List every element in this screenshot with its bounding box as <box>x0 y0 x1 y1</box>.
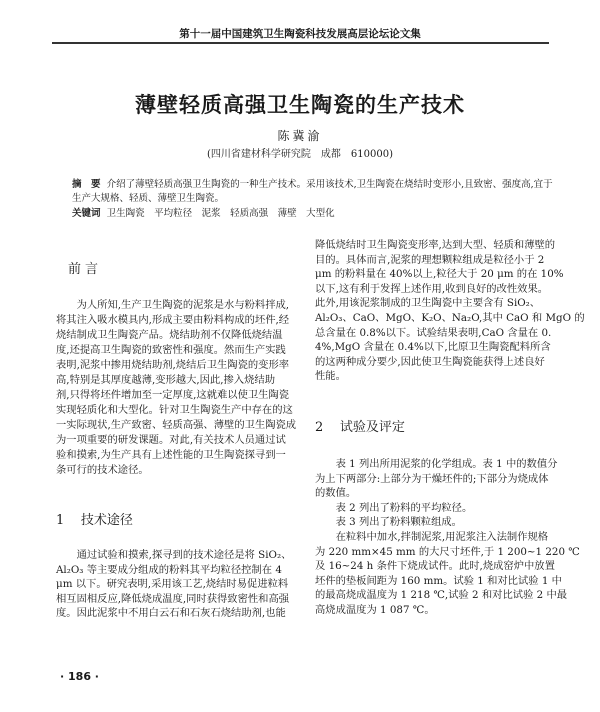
text-line: 为人所知,生产卫生陶瓷的泥浆是水与粉料拌成, <box>56 299 290 311</box>
text-line: 及 16~24 h 条件下烧成试件。此时,烧成窑炉中放置 <box>315 560 555 573</box>
text-line: 4%,MgO 含量在 0.4%以下,比原卫生陶瓷配料所含 <box>315 341 551 354</box>
affiliation: (四川省建材科学研究院 成都 610000) <box>207 149 393 160</box>
text-line: 将其注入吸水模具内,形成主要由粉料构成的坯件,经 <box>56 314 290 326</box>
text-line: 度。因此泥浆中不用白云石和石灰石烧结助剂,也能 <box>56 607 286 619</box>
page-number: · 186 · <box>60 670 99 683</box>
text-line: 的这两种成分要少,因此使卫生陶瓷能获得上述良好 <box>315 355 545 368</box>
section-number: 2 <box>315 420 324 435</box>
left-column <box>56 0 296 712</box>
text-line: 以下,这有利于发挥上述作用,收到良好的改性效果。 <box>315 282 549 295</box>
text-line: 表 1 列出所用泥浆的化学组成。表 1 中的数值分 <box>315 458 558 470</box>
section-heading-1 <box>56 509 133 528</box>
text-line: 剂,只得将坯件增加至一定厚度,这就难以使卫生陶瓷 <box>56 389 290 401</box>
text-line: 表明,泥浆中掺用烧结助剂,烧结后卫生陶瓷的变形率 <box>56 359 290 371</box>
text-line: Al₂O₃ 等主要成分组成的粉料其平均粒径控制在 4 <box>56 563 282 576</box>
text-line: 目的。具体而言,泥浆的理想颗粒组成是粒径小于 2 <box>315 253 545 266</box>
right-column <box>315 0 585 712</box>
text-line: 为一项重要的研发课题。对此,有关技术人员通过试 <box>56 434 286 446</box>
running-header: 第十一届中国建筑卫生陶瓷科技发展高层论坛论文集 <box>179 28 421 40</box>
author: 陈冀渝 <box>277 129 323 143</box>
abstract-label: 摘 要 <box>72 179 101 190</box>
text-line: 降低烧结时卫生陶瓷变形率,达到大型、轻质和薄壁的 <box>315 239 556 251</box>
keywords-text: 卫生陶瓷 平均粒径 泥浆 轻质高强 薄壁 大型化 <box>106 208 335 219</box>
text-line: μm 以下。研究表明,采用该工艺,烧结时易促进粒料 <box>56 578 289 590</box>
keywords-label: 关键词 <box>72 208 101 219</box>
text-line: 此外,用该泥浆制成的卫生陶瓷中主要含有 SiO₂、 <box>315 297 541 310</box>
abstract-text: 介绍了薄壁轻质高强卫生陶瓷的一种生产技术。采用该技术,卫生陶瓷在烧结时变形小,且致密、强度高,宜于 <box>106 179 553 190</box>
section-title: 技术途径 <box>80 513 133 528</box>
text-line: 条可行的技术途径。 <box>56 464 149 476</box>
paper-title: 薄壁轻质高强卫生陶瓷的生产技术 <box>135 93 465 117</box>
text-line: 性能。 <box>315 370 346 383</box>
text-line: 表 3 列出了粉料颗粒组成。 <box>315 516 462 529</box>
text-line: 高烧成温度为 1 087 ℃。 <box>315 604 435 616</box>
text-line: 总含量在 0.8%以下。试验结果表明,CaO 含量在 0. <box>315 326 552 339</box>
text-line: 高,特别是其厚度越薄,变形越大,因此,掺入烧结助 <box>56 374 276 386</box>
text-line: 在粒料中加水,拌制泥浆,用泥浆注入法制作规格 <box>315 531 549 543</box>
text-line: 烧结制成卫生陶瓷产品。烧结助剂不仅降低烧结温 <box>56 329 283 341</box>
abstract-line-2: 生产大规格、轻质、薄壁卫生陶瓷。 <box>72 193 225 204</box>
text-line: 的数值。 <box>315 487 357 500</box>
text-line: 坯件的垫板间距为 160 mm。试验 1 和对比试验 1 中 <box>315 574 562 587</box>
text-line: 为上下两部分:上部分为干燥坯件的;下部分为烧成体 <box>315 472 549 485</box>
section-heading-preface: 前言 <box>68 262 103 277</box>
text-line: Al₂O₃、CaO、MgO、K₂O、Na₂O,其中 CaO 和 MgO 的 <box>315 312 585 324</box>
text-line: 相互固相反应,降低烧成温度,同时获得致密性和高强 <box>56 592 290 605</box>
text-line: 度,还提高卫生陶瓷的致密性和强度。然而生产实践 <box>56 344 286 356</box>
text-line: 一实际现状,生产致密、轻质高强、薄壁的卫生陶瓷成 <box>56 419 297 431</box>
text-line: 通过试验和摸索,探寻到的技术途径是将 SiO₂、 <box>56 549 292 561</box>
text-line: 表 2 列出了粉料的平均粒径。 <box>315 501 473 514</box>
section-heading-2 <box>315 416 405 435</box>
text-line: 为 220 mm×45 mm 的大尺寸坯件,于 1 200~1 220 ℃ <box>315 545 580 558</box>
text-line: 实现轻质化和大型化。针对卫生陶瓷生产中存在的这 <box>56 404 293 416</box>
section-title: 试验及评定 <box>339 420 405 435</box>
section-number: 1 <box>56 513 65 528</box>
text-line: 的最高烧成温度为 1 218 ℃,试验 2 和对比试验 2 中最 <box>315 589 568 602</box>
text-line: μm 的粉料量在 40%以上,粒径大于 20 μm 的在 10% <box>315 268 564 281</box>
text-line: 验和摸索,为生产具有上述性能的卫生陶瓷探寻到一 <box>56 449 286 461</box>
